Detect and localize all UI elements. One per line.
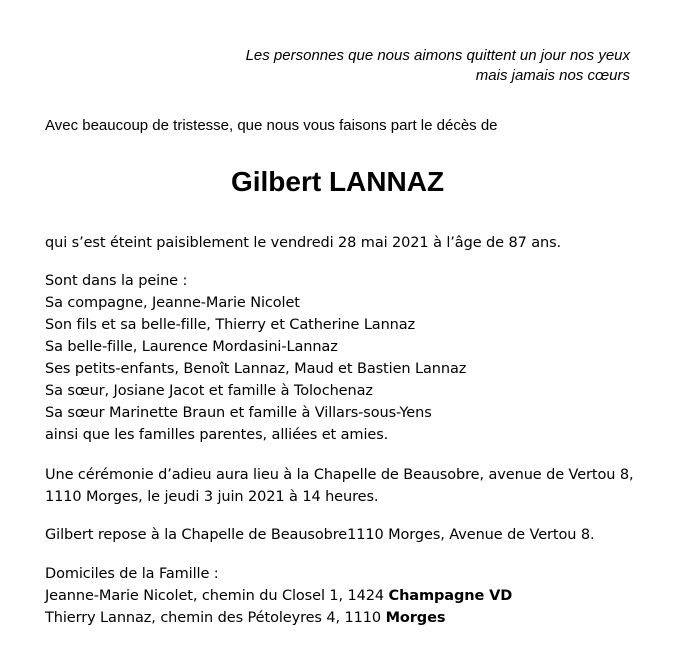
domicile-address: Jeanne-Marie Nicolet, chemin du Closel 1, 1424 <box>45 588 389 604</box>
mourner-line: Son fils et sa belle-fille, Thierry et Catherine Lannaz <box>45 317 416 333</box>
domiciles-heading: Domiciles de la Famille : <box>45 566 219 582</box>
domicile-entry <box>45 607 512 629</box>
mourner-line: Sa sœur Marinette Braun et famille à Villars-sous-Yens <box>45 405 432 421</box>
mourners-list <box>45 270 466 446</box>
domicile-address: Thierry Lannaz, chemin des Pétoleyres 4, 1110 <box>45 610 386 626</box>
mourner-line: ainsi que les familles parentes, alliées et amies. <box>45 427 389 443</box>
repose-notice: Gilbert repose à la Chapelle de Beausobre1110 Morges, Avenue de Vertou 8. <box>45 527 595 543</box>
ceremony-notice <box>45 464 634 508</box>
epigraph-quote <box>246 46 630 86</box>
intro-text: Avec beaucoup de tristesse, que nous vous faisons part le décès de <box>45 117 498 134</box>
epigraph-line-1: Les personnes que nous aimons quittent un jour nos yeux <box>245 47 630 64</box>
deceased-name: Gilbert LANNAZ <box>230 166 445 197</box>
domicile-locality: Champagne VD <box>388 588 513 604</box>
ceremony-line-2: 1110 Morges, le jeudi 3 juin 2021 à 14 heures. <box>45 489 379 505</box>
ceremony-line-1: Une cérémonie d’adieu aura lieu à la Chapelle de Beausobre, avenue de Vertou 8, <box>45 467 634 483</box>
mourner-line: Sa compagne, Jeanne-Marie Nicolet <box>45 295 300 311</box>
domicile-entry <box>45 585 512 607</box>
death-notice: qui s’est éteint paisiblement le vendredi 28 mai 2021 à l’âge de 87 ans. <box>45 235 562 251</box>
mourner-line: Sa sœur, Josiane Jacot et famille à Tolochenaz <box>45 383 373 399</box>
domicile-locality: Morges <box>385 610 446 626</box>
family-domiciles <box>45 563 512 629</box>
mourner-line: Ses petits-enfants, Benoît Lannaz, Maud et Bastien Lannaz <box>45 361 467 377</box>
mourner-line: Sa belle-fille, Laurence Mordasini-Lannaz <box>45 339 338 355</box>
mourners-heading: Sont dans la peine : <box>45 273 188 289</box>
epigraph-line-2: mais jamais nos cœurs <box>475 67 630 84</box>
